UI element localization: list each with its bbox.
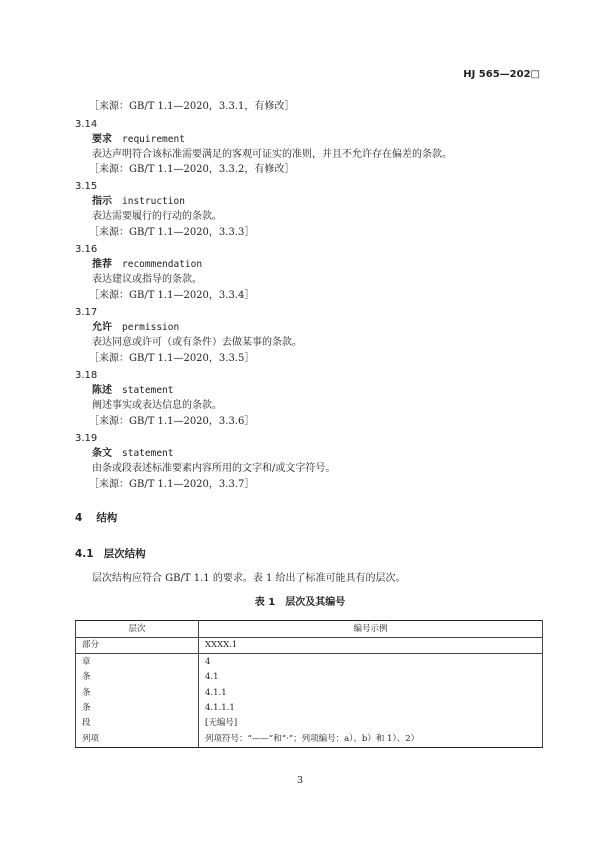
entry-source: ［来源：GB/T 1.1—2020，3.3.6］ bbox=[89, 416, 255, 427]
entry-definition: 表达需要履行的行动的条款。 bbox=[92, 211, 222, 222]
table-cell: 列项 bbox=[76, 731, 199, 747]
entry-term bbox=[92, 449, 173, 459]
table-row bbox=[76, 731, 543, 747]
table-row bbox=[76, 638, 543, 654]
table-cell: 条 bbox=[76, 670, 199, 685]
entry-definition: 由条或段表述标准要素内容所用的文字和/或文字符号。 bbox=[92, 463, 336, 474]
term-zh: 指示 bbox=[92, 196, 112, 207]
paragraph: 层次结构应符合 GB/T 1.1 的要求。表 1 给出了标准可能具有的层次。 bbox=[92, 573, 406, 584]
table-row bbox=[76, 716, 543, 731]
table-cell: 条 bbox=[76, 685, 199, 700]
table-header-cell: 编号示例 bbox=[199, 621, 543, 638]
table-header-row bbox=[76, 621, 543, 638]
entry-source: ［来源：GB/T 1.1—2020，3.3.5］ bbox=[89, 353, 255, 364]
section-title: 结构 bbox=[96, 512, 118, 524]
entry-source: ［来源：GB/T 1.1—2020，3.3.1，有修改］ bbox=[89, 101, 295, 112]
entry-term bbox=[92, 260, 202, 270]
entry-number: 3.18 bbox=[75, 370, 98, 381]
table-cell: 4 bbox=[199, 654, 543, 670]
table-caption-title: 层次及其编号 bbox=[285, 597, 346, 608]
entry-number: 3.15 bbox=[75, 181, 98, 192]
levels-table bbox=[75, 620, 543, 748]
entry-definition: 表达建议或指导的条款。 bbox=[92, 274, 202, 285]
entry-term bbox=[92, 135, 185, 145]
table-cell: 条 bbox=[76, 701, 199, 716]
term-zh: 允许 bbox=[92, 322, 112, 333]
term-en: statement bbox=[122, 448, 174, 459]
entry-definition: 表达声明符合该标准需要满足的客观可证实的准则，并且不允许存在偏差的条款。 bbox=[92, 149, 452, 160]
table-caption-number: 表 1 bbox=[254, 597, 276, 608]
entry-source: ［来源：GB/T 1.1—2020，3.3.7］ bbox=[89, 479, 255, 490]
table-cell: 章 bbox=[76, 654, 199, 670]
term-en: statement bbox=[122, 385, 174, 396]
entry-number: 3.19 bbox=[75, 433, 98, 444]
term-en: permission bbox=[122, 322, 180, 333]
table-cell: XXXX.1 bbox=[199, 638, 543, 654]
entry-definition: 阐述事实或表达信息的条款。 bbox=[92, 400, 222, 411]
subsection-number: 4.1 bbox=[75, 548, 94, 560]
entry-definition: 表达同意或许可（或有条件）去做某事的条款。 bbox=[92, 337, 302, 348]
table-row bbox=[76, 670, 543, 685]
entry-source: ［来源：GB/T 1.1—2020，3.3.4］ bbox=[89, 290, 255, 301]
entry-term bbox=[92, 386, 173, 396]
table-caption bbox=[0, 598, 600, 608]
section-heading bbox=[75, 513, 117, 524]
term-zh: 陈述 bbox=[92, 385, 112, 396]
table-cell: 部分 bbox=[76, 638, 199, 654]
table-cell: 段 bbox=[76, 716, 199, 731]
entry-source: ［来源：GB/T 1.1—2020，3.3.2，有修改］ bbox=[89, 164, 295, 175]
term-zh: 推荐 bbox=[92, 259, 112, 270]
entry-number: 3.14 bbox=[75, 119, 98, 130]
section-number: 4 bbox=[75, 512, 83, 524]
entry-term bbox=[92, 323, 179, 333]
table-header-cell: 层次 bbox=[76, 621, 199, 638]
table-cell: [无编号] bbox=[199, 716, 543, 731]
table-row bbox=[76, 654, 543, 670]
entry-number: 3.17 bbox=[75, 307, 98, 318]
term-zh: 条文 bbox=[92, 448, 112, 459]
term-en: requirement bbox=[122, 134, 185, 145]
table-row bbox=[76, 685, 543, 700]
term-en: instruction bbox=[122, 196, 185, 207]
subsection-title: 层次结构 bbox=[103, 548, 146, 560]
document-code: HJ 565—202□ bbox=[463, 69, 540, 80]
table-cell: 4.1.1 bbox=[199, 685, 543, 700]
subsection-heading bbox=[75, 549, 146, 560]
table-cell: 4.1 bbox=[199, 670, 543, 685]
entry-term bbox=[92, 197, 185, 207]
table-row bbox=[76, 701, 543, 716]
page-number: 3 bbox=[296, 775, 304, 786]
table-cell: 列项符号：“——”和“·”；列项编号：a）、b）和 1）、2） bbox=[199, 731, 543, 747]
entry-number: 3.16 bbox=[75, 244, 98, 255]
table-cell: 4.1.1.1 bbox=[199, 701, 543, 716]
term-zh: 要求 bbox=[92, 134, 112, 145]
entry-source: ［来源：GB/T 1.1—2020，3.3.3］ bbox=[89, 227, 255, 238]
term-en: recommendation bbox=[122, 259, 203, 270]
